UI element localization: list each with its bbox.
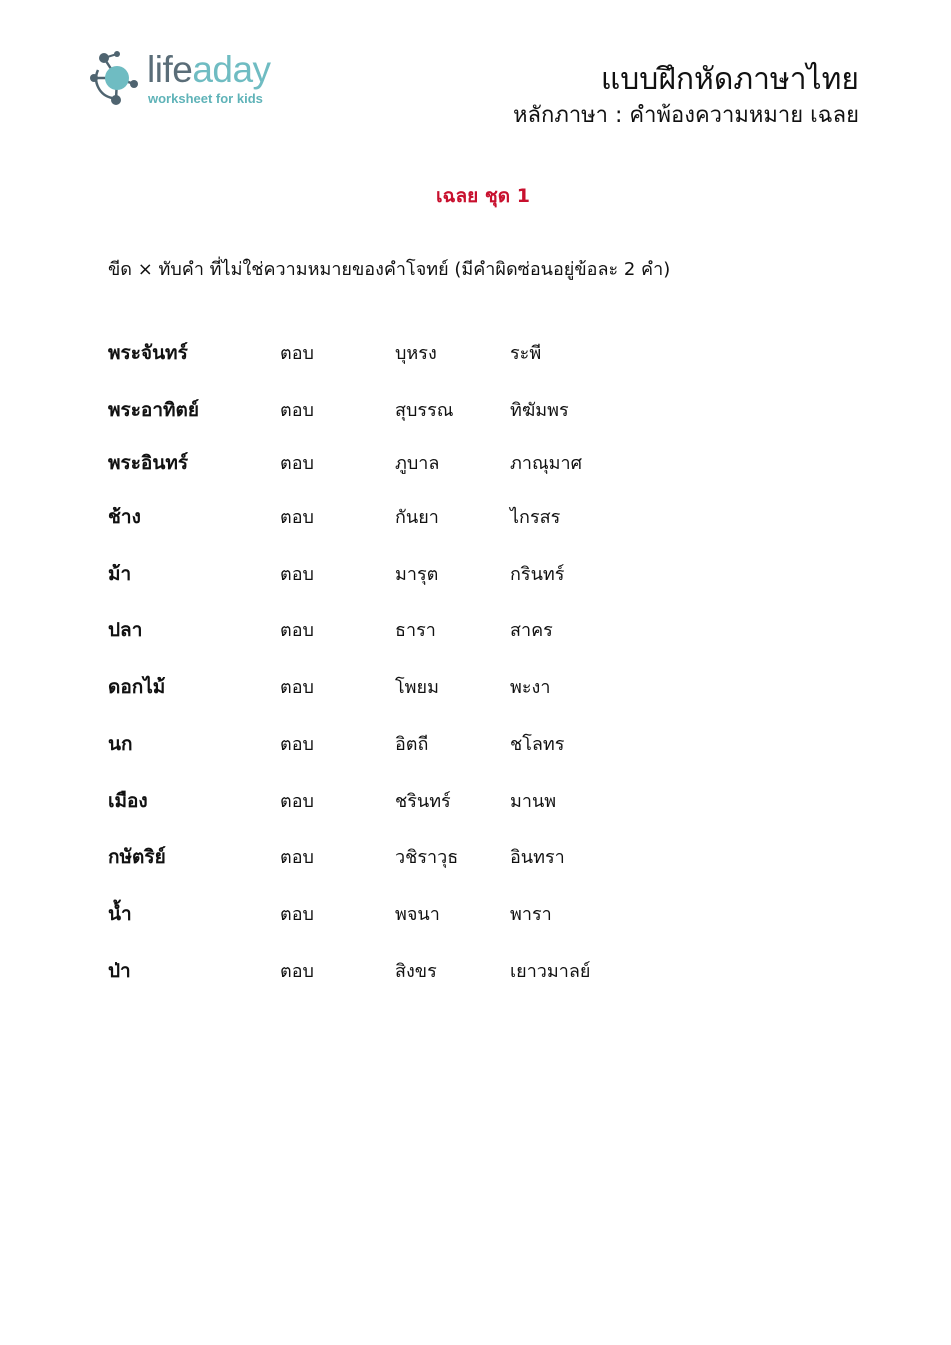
word-row bbox=[0, 664, 951, 704]
option-2: ภาณุมาศ bbox=[510, 453, 583, 474]
instruction-text: ขีด × ทับคำ ที่ไม่ใช่ความหมายของคำโจทย์ (มีคำผิดซ่อนอยู่ข้อละ 2 คำ) bbox=[108, 259, 671, 280]
option-2: พะงา bbox=[510, 677, 551, 698]
answer-label: ตอบ bbox=[280, 564, 314, 585]
word-row bbox=[0, 551, 951, 591]
word-row bbox=[0, 948, 951, 988]
answer-label: ตอบ bbox=[280, 961, 314, 982]
logo-tagline: worksheet for kids bbox=[148, 91, 263, 106]
option-1: สุบรรณ bbox=[395, 400, 454, 421]
answer-label: ตอบ bbox=[280, 734, 314, 755]
option-2: ระพี bbox=[510, 343, 542, 364]
word-row bbox=[0, 778, 951, 818]
question-word: พระอาทิตย์ bbox=[108, 399, 200, 421]
logo-molecule-icon bbox=[90, 48, 148, 110]
logo-word-life: life bbox=[147, 49, 193, 90]
question-word: ดอกไม้ bbox=[108, 676, 166, 698]
answer-label: ตอบ bbox=[280, 904, 314, 925]
option-1: พจนา bbox=[395, 904, 440, 925]
word-row bbox=[0, 387, 951, 427]
answer-label: ตอบ bbox=[280, 620, 314, 641]
option-2: ชโลทร bbox=[510, 734, 565, 755]
option-1: กันยา bbox=[395, 507, 439, 528]
question-word: นก bbox=[108, 733, 133, 755]
word-row bbox=[0, 607, 951, 647]
option-1: สิงขร bbox=[395, 961, 437, 982]
option-1: ภูบาล bbox=[395, 453, 440, 474]
option-2: สาคร bbox=[510, 620, 553, 641]
option-1: โพยม bbox=[395, 677, 439, 698]
word-row bbox=[0, 494, 951, 534]
page-title: แบบฝึกหัดภาษาไทย bbox=[600, 62, 859, 97]
word-row bbox=[0, 834, 951, 874]
question-word: ช้าง bbox=[108, 506, 141, 528]
question-word: ป่า bbox=[108, 960, 131, 982]
option-2: ทิฆัมพร bbox=[510, 400, 569, 421]
answer-set-heading: เฉลย ชุด 1 bbox=[436, 185, 530, 207]
logo-wordmark bbox=[147, 50, 271, 90]
option-2: เยาวมาลย์ bbox=[510, 961, 591, 982]
question-word: ปลา bbox=[108, 619, 143, 641]
answer-label: ตอบ bbox=[280, 677, 314, 698]
question-word: พระอินทร์ bbox=[108, 452, 189, 474]
answer-label: ตอบ bbox=[280, 791, 314, 812]
answer-label: ตอบ bbox=[280, 507, 314, 528]
word-row bbox=[0, 440, 951, 480]
question-word: พระจันทร์ bbox=[108, 342, 188, 364]
option-2: พารา bbox=[510, 904, 552, 925]
option-1: วชิราวุธ bbox=[395, 847, 459, 868]
option-2: กรินทร์ bbox=[510, 564, 565, 585]
option-1: มารุต bbox=[395, 564, 439, 585]
question-word: เมือง bbox=[108, 790, 148, 812]
option-2: อินทรา bbox=[510, 847, 565, 868]
answer-label: ตอบ bbox=[280, 847, 314, 868]
question-word: กษัตริย์ bbox=[108, 846, 166, 868]
option-1: ธารา bbox=[395, 620, 436, 641]
option-2: ไกรสร bbox=[510, 507, 561, 528]
answer-label: ตอบ bbox=[280, 453, 314, 474]
option-1: บุหรง bbox=[395, 343, 437, 364]
answer-label: ตอบ bbox=[280, 343, 314, 364]
logo-word-aday: aday bbox=[192, 49, 271, 90]
question-word: น้ำ bbox=[108, 903, 132, 925]
question-word: ม้า bbox=[108, 563, 132, 585]
option-1: อิตถี bbox=[395, 734, 429, 755]
word-row bbox=[0, 721, 951, 761]
lifeaday-logo bbox=[90, 48, 290, 110]
option-1: ชรินทร์ bbox=[395, 791, 451, 812]
word-row bbox=[0, 891, 951, 931]
answer-label: ตอบ bbox=[280, 400, 314, 421]
page-subtitle: หลักภาษา : คำพ้องความหมาย เฉลย bbox=[513, 103, 859, 128]
word-row bbox=[0, 330, 951, 370]
option-2: มานพ bbox=[510, 791, 557, 812]
